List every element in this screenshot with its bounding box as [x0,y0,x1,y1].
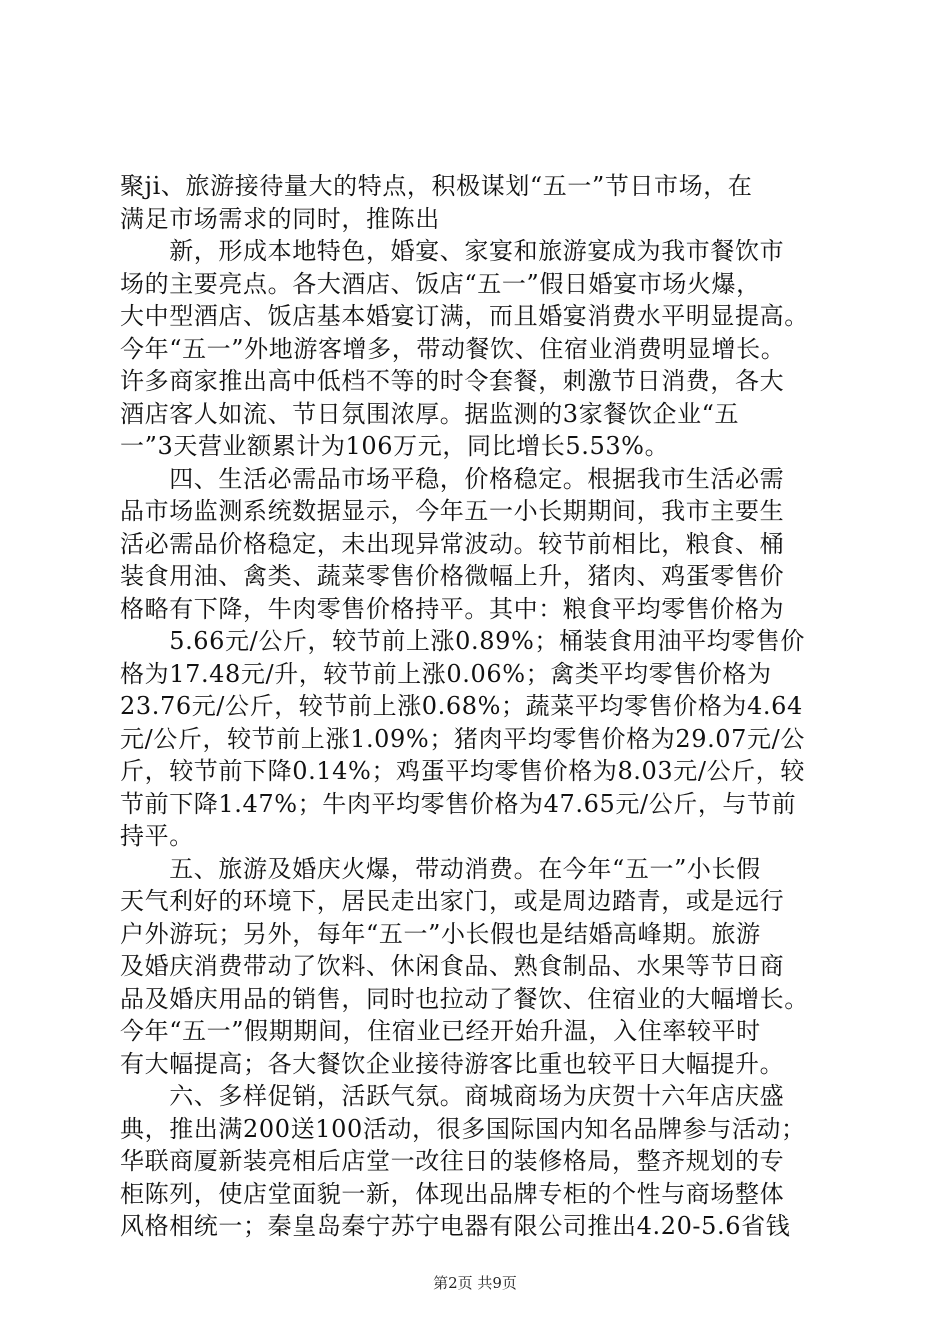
text-line: 风格相统一；秦皇岛秦宁苏宁电器有限公司推出4.20-5.6省钱 [120,1212,791,1240]
page-footer: 第2页 共9页 [433,1274,517,1292]
text-line: 四、生活必需品市场平稳，价格稳定。根据我市生活必需 [120,464,785,493]
text-line: 格略有下降，牛肉零售价格持平。其中：粮食平均零售价格为 [120,594,785,623]
text-line: 户外游玩；另外，每年“五一”小长假也是结婚高峰期。旅游 [120,919,761,948]
text-line: 有大幅提高；各大餐饮企业接待游客比重也较平日大幅提升。 [120,1049,785,1078]
text-line: 品及婚庆用品的销售，同时也拉动了餐饮、住宿业的大幅增长。 [120,984,809,1013]
text-line: 许多商家推出高中低档不等的时令套餐，刺激节日消费，各大 [120,367,785,395]
text-line: 元/公斤，较节前上涨1.09%；猪肉平均零售价格为29.07元/公 [120,724,805,753]
text-line: 斤，较节前下降0.14%；鸡蛋平均零售价格为8.03元/公斤，较 [120,757,805,785]
text-line: 大中型酒店、饭店基本婚宴订满，而且婚宴消费水平明显提高。 [120,302,809,330]
text-line: 五、旅游及婚庆火爆，带动消费。在今年“五一”小长假 [120,854,761,883]
text-line: 23.76元/公斤，较节前上涨0.68%；蔬菜平均零售价格为4.64 [120,692,803,720]
text-line: 活必需品价格稳定，未出现异常波动。较节前相比，粮食、桶 [120,529,785,558]
text-line: 一”3天营业额累计为106万元，同比增长5.53%。 [120,432,670,460]
text-line: 新，形成本地特色，婚宴、家宴和旅游宴成为我市餐饮市 [120,237,785,265]
text-line: 满足市场需求的同时，推陈出 [120,204,440,233]
text-line: 六、多样促销，活跃气氛。商城商场为庆贺十六年店庆盛 [120,1082,785,1110]
text-line: 场的主要亮点。各大酒店、饭店“五一”假日婚宴市场火爆， [120,269,761,298]
text-line: 华联商厦新装亮相后店堂一改往日的装修格局，整齐规划的专 [120,1147,785,1175]
text-line: 5.66元/公斤，较节前上涨0.89%；桶装食用油平均零售价 [120,627,805,655]
text-line: 今年“五一”外地游客增多，带动餐饮、住宿业消费明显增长。 [120,334,786,363]
text-line: 装食用油、禽类、蔬菜零售价格微幅上升，猪肉、鸡蛋零售价 [120,562,785,590]
text-line: 品市场监测系统数据显示，今年五一小长期期间，我市主要生 [120,497,785,525]
text-line: 聚ji、旅游接待量大的特点，积极谋划“五一”节日市场，在 [120,172,753,200]
body-text [120,170,840,1243]
text-line: 今年“五一”假期期间，住宿业已经开始升温，入住率较平时 [120,1017,761,1045]
text-line: 及婚庆消费带动了饮料、休闲食品、熟食制品、水果等节日商 [120,952,785,980]
text-line: 典，推出满200送100活动，很多国际国内知名品牌参与活动； [120,1114,806,1143]
text-line: 节前下降1.47%；牛肉平均零售价格为47.65元/公斤，与节前 [120,789,797,818]
text-line: 天气利好的环境下，居民走出家门，或是周边踏青，或是远行 [120,887,785,915]
text-line: 酒店客人如流、节日氛围浓厚。据监测的3家餐饮企业“五 [120,399,740,428]
text-line: 持平。 [120,822,194,850]
text-line: 格为17.48元/升，较节前上涨0.06%；禽类平均零售价格为 [120,659,772,688]
text-line: 柜陈列，使店堂面貌一新，体现出品牌专柜的个性与商场整体 [120,1179,785,1208]
